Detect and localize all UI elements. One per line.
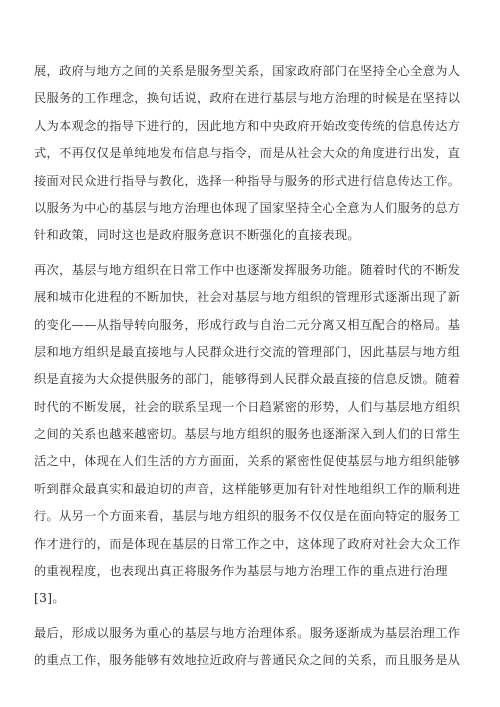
text-line: 再次，基层与地方组织在日常工作中也逐渐发挥服务功能。随着时代的不断发 [34, 262, 461, 277]
text-line: 时代的不断发展，社会的联系呈现一个日趋紧密的形势，人们与基层地方组织 [34, 399, 461, 414]
text-line: 的重视程度，也表现出真正将服务作为基层与地方治理工作的重点进行治理 [34, 564, 448, 579]
paragraph-2 [34, 257, 470, 613]
text-line: 人为本观念的指导下进行的，因此地方和中央政府开始改变传统的信息传达方 [34, 118, 461, 133]
text-line: 以服务为中心的基层与地方治理也体现了国家坚持全心全意为人们服务的总方 [34, 200, 461, 215]
text-line: 活之中，体现在人们生活的方方面面，关系的紧密性促使基层与地方组织能够 [34, 454, 461, 469]
text-line: 织是直接为大众提供服务的部门，能够得到人民群众最直接的信息反馈。随着 [34, 372, 461, 387]
text-line: 行。从另一个方面来看，基层与地方组织的服务不仅仅是在面向特定的服务工 [34, 509, 461, 524]
text-line: 展，政府与地方之间的关系是服务型关系，国家政府部门在坚持全心全意为人 [34, 64, 461, 78]
text-line: 接面对民众进行指导与教化，选择一种指导与服务的形式进行信息传达工作。 [34, 173, 461, 188]
citation-line: [3]。 [34, 591, 65, 606]
text-line: 民服务的工作理念，换句话说，政府在进行基层与地方治理的时候是在坚持以 [34, 91, 461, 106]
text-line: 层和地方组织是最直接地与人民群众进行交流的管理部门，因此基层与地方组 [34, 344, 461, 359]
text-line: 之间的关系也越来越密切。基层与地方组织的服务也逐渐深入到人们的日常生 [34, 427, 461, 442]
text-line: 展和城市化进程的不断加快，社会对基层与地方组织的管理形式逐渐出现了新 [34, 290, 461, 305]
text-line: 针和政策，同时这也是政府服务意识不断强化的直接表现。 [34, 228, 360, 243]
text-line: 作才进行的，而是体现在基层的日常工作之中，这体现了政府对社会大众工作 [34, 536, 461, 551]
text-line: 最后，形成以服务为重心的基层与地方治理体系。服务逐渐成为基层治理工作 [34, 625, 461, 640]
text-line: 的变化——从指导转向服务，形成行政与自治二元分离又相互配合的格局。基 [34, 317, 461, 332]
paragraph-3 [34, 620, 470, 675]
text-line: 的重点工作，服务能够有效地拉近政府与普通民众之间的关系，而且服务是从 [34, 653, 461, 668]
body-text [34, 58, 470, 682]
paragraph-1 [34, 58, 470, 250]
text-line: 式，不再仅仅是单纯地发布信息与指令，而是从社会大众的角度进行出发，直 [34, 146, 461, 161]
text-line: 听到群众最真实和最迫切的声音，这样能够更加有针对性地组织工作的顺利进 [34, 481, 461, 496]
